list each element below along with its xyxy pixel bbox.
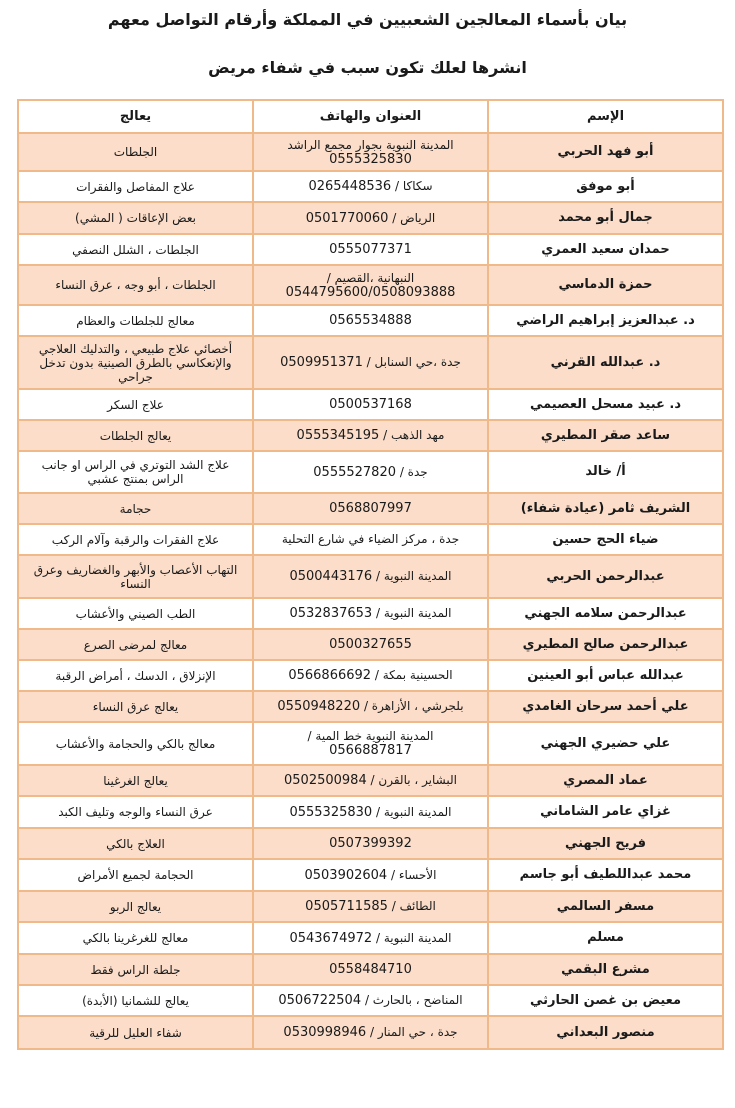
address-text: الرياض / [392,210,436,225]
table-row [18,234,723,265]
table-row [18,555,723,598]
address-phone-cell [253,389,488,420]
phone-number: 0501770060 [305,210,389,226]
address-phone-cell [253,133,488,171]
table-row [18,722,723,765]
phone-number: 0500443176 [289,569,373,584]
treatment: حجامة [18,493,253,524]
table-row [18,336,723,389]
phone-number: 0566866692 [288,668,372,683]
phone-number: 0558484710 [329,962,412,977]
table-row [18,524,723,555]
address-phone-cell [253,451,488,493]
phone-number: 0500537168 [329,397,412,412]
address-phone-cell [253,691,488,722]
healer-name: عماد المصري [488,765,723,796]
treatment: عرق النساء والوجه وتليف الكبد [18,796,253,828]
table-row [18,171,723,202]
document-subtitle: انشرها لعلك تكون سبب في شفاء مريض [208,58,527,77]
treatment: يعالج الغرغينا [18,765,253,796]
phone-number: 0568807997 [329,501,412,516]
phone-number: 0502500984 [284,773,367,788]
treatment: علاج المفاصل والفقرات [18,171,253,202]
address-text: المدينة النبوية / [376,569,452,583]
table-row [18,1016,723,1049]
phone-number: 0555345195 [296,428,380,443]
healer-name: عبدالله عباس أبو العينين [488,660,723,691]
phone-number: 0509951371 [280,355,363,370]
phone-number: 0265448536 [308,179,392,194]
address-phone-cell [253,420,488,451]
phone-number: 0555325830 [289,804,373,820]
address-phone-cell [253,171,488,202]
healer-name: حمزة الدماسي [488,265,723,305]
address-phone-cell [253,305,488,336]
treatment: التهاب الأعصاب والأبهر والغضاريف وعرق النساء [18,555,253,598]
table-row [18,796,723,828]
healers-table [17,99,724,1050]
table-row [18,765,723,796]
healer-name: د. عبدالله القرني [488,336,723,389]
address-phone-cell [253,555,488,598]
healer-name: عبدالرحمن صالح المطيري [488,629,723,660]
address-phone-cell [253,234,488,265]
address-text: الطائف / [391,899,436,913]
address-phone-cell [253,765,488,796]
treatment: معالج بالكي والحجامة والأعشاب [18,722,253,765]
address-text: المدينة النبوية بجوار مجمع الراشد [287,137,454,152]
table-row [18,922,723,954]
treatment: الطب الصيني والأعشاب [18,598,253,629]
table-row [18,891,723,922]
treatment: معالج لمرضى الصرع [18,629,253,660]
healer-name: منصور البعداني [488,1016,723,1049]
healer-name: ضياء الحج حسين [488,524,723,555]
table-row [18,954,723,985]
table-row [18,828,723,859]
header-name: الإسم [488,100,723,133]
address-phone-cell [253,891,488,922]
address-text: المدينة النبوية / [376,804,452,819]
treatment: الحجامة لجميع الأمراض [18,859,253,891]
table-header-row [18,100,723,133]
address-text: بلجرشي ، الأزاهرة / [363,699,464,713]
table-row [18,629,723,660]
address-phone-cell [253,1016,488,1049]
phone-number: 0532837653 [289,606,373,621]
address-phone-cell [253,954,488,985]
phone-number: 0555325830 [329,151,412,167]
treatment: الجلطات ، الشلل النصفي [18,234,253,265]
table-row [18,305,723,336]
table-row [18,598,723,629]
healer-name: أبو فهد الحربي [488,133,723,171]
address-text: جدة ، حي المنار / [369,1025,458,1039]
address-phone-cell [253,722,488,765]
address-text: المدينة النبوية / [376,930,452,945]
healer-name: معيض بن غصن الحارثي [488,985,723,1016]
document-title: بيان بأسماء المعالجين الشعبيين في المملكة وأرقام التواصل معهم [107,10,628,29]
table-row [18,859,723,891]
treatment: معالج للجلطات والعظام [18,305,253,336]
table-row [18,133,723,171]
address-text: الحسينية بمكة / [374,668,453,682]
address-phone-cell [253,598,488,629]
treatment: الجلطات ، أبو وجه ، عرق النساء [18,265,253,305]
address-phone-cell [253,336,488,389]
phone-number: 0544795600/0508093888 [285,284,456,300]
treatment: بعض الإعاقات ( المشي) [18,202,253,234]
phone-number: 0566887817 [329,743,412,758]
healer-name: علي أحمد سرحان الغامدي [488,691,723,722]
healer-name: مسلم [488,922,723,954]
address-phone-cell [253,985,488,1016]
header-address-phone: العنوان والهاتف [253,100,488,133]
address-text: مهد الذهب / [383,428,445,442]
phone-number: 0555077371 [329,242,412,257]
address-phone-cell [253,828,488,859]
address-text: البشاير ، بالقرن / [370,773,457,787]
healer-name: أبو موفق [488,171,723,202]
treatment: يعالج للشمانيا (الأبدة) [18,985,253,1016]
table-row [18,265,723,305]
treatment: يعالج الربو [18,891,253,922]
address-text: المناضح ، بالحارث / [364,993,463,1007]
phone-number: 0543674972 [289,930,373,946]
address-phone-cell [253,859,488,891]
table-row [18,389,723,420]
healer-name: جمال أبو محمد [488,202,723,234]
address-phone-cell [253,796,488,828]
address-text: المدينة النبوية خط المية / [307,729,434,743]
address-text: سكاكا / [394,179,433,193]
table-row [18,691,723,722]
address-text: جدة ،حي السنابل / [366,355,461,369]
address-phone-cell [253,524,488,555]
healer-name: د. عبدالعزيز إبراهيم الراضي [488,305,723,336]
treatment: معالج للغرغرينا بالكي [18,922,253,954]
phone-number: 0503902604 [304,867,388,883]
treatment: شفاء العليل للرقية [18,1016,253,1049]
treatment: جلطة الراس فقط [18,954,253,985]
address-text: الأحساء / [391,867,437,882]
healer-name: عبدالرحمن سلامه الجهني [488,598,723,629]
table-row [18,451,723,493]
address-phone-cell [253,660,488,691]
treatment: الجلطات [18,133,253,171]
healer-name: مشرع البقمي [488,954,723,985]
healer-name: د. عبيد مسحل العصيمي [488,389,723,420]
healer-name: حمدان سعيد العمري [488,234,723,265]
healer-name: فريح الجهني [488,828,723,859]
phone-number: 0555527820 [313,464,396,480]
phone-number: 0530998946 [283,1025,367,1040]
address-text: النبهانية ،القصيم / [326,270,415,285]
treatment: يعالج الجلطات [18,420,253,451]
table-row [18,660,723,691]
healer-name: ساعد صقر المطيري [488,420,723,451]
phone-number: 0506722504 [278,993,362,1008]
address-text: جدة ، مركز الضياء في شارع التحلية [281,532,460,546]
phone-number: 0505711585 [305,899,388,914]
table-row [18,985,723,1016]
healer-name: علي حضيري الجهني [488,722,723,765]
address-text: جدة / [399,464,428,479]
table-row [18,493,723,524]
phone-number: 0507399392 [329,836,412,851]
header-treats: يعالج [18,100,253,133]
treatment: يعالج عرق النساء [18,691,253,722]
address-phone-cell [253,493,488,524]
address-text: المدينة النبوية / [376,606,452,620]
healer-name: غزاي عامر الشاماني [488,796,723,828]
healer-name: محمد عبداللطيف أبو جاسم [488,859,723,891]
treatment: أخصائي علاج طبيعي ، والتدليك العلاجي والإنعكاسي بالطرق الصينية بدون تدخل جراحي [18,336,253,389]
phone-number: 0500327655 [329,637,412,652]
table-row [18,420,723,451]
treatment: الإنزلاق ، الدسك ، أمراض الرقبة [18,660,253,691]
treatment: علاج الشد التوتري في الراس او جانب الراس بمنتج عشبي [18,451,253,493]
healer-name: عبدالرحمن الحربي [488,555,723,598]
treatment: العلاج بالكي [18,828,253,859]
treatment: علاج الفقرات والرقبة وآلام الركب [18,524,253,555]
healer-name: مسفر السالمي [488,891,723,922]
treatment: علاج السكر [18,389,253,420]
address-phone-cell [253,922,488,954]
healer-name: أ/ خالد [488,451,723,493]
phone-number: 0565534888 [329,313,412,328]
address-phone-cell [253,265,488,305]
healer-name: الشريف ثامر (عيادة شفاء) [488,493,723,524]
phone-number: 0550948220 [277,699,361,714]
address-phone-cell [253,629,488,660]
table-row [18,202,723,234]
address-phone-cell [253,202,488,234]
